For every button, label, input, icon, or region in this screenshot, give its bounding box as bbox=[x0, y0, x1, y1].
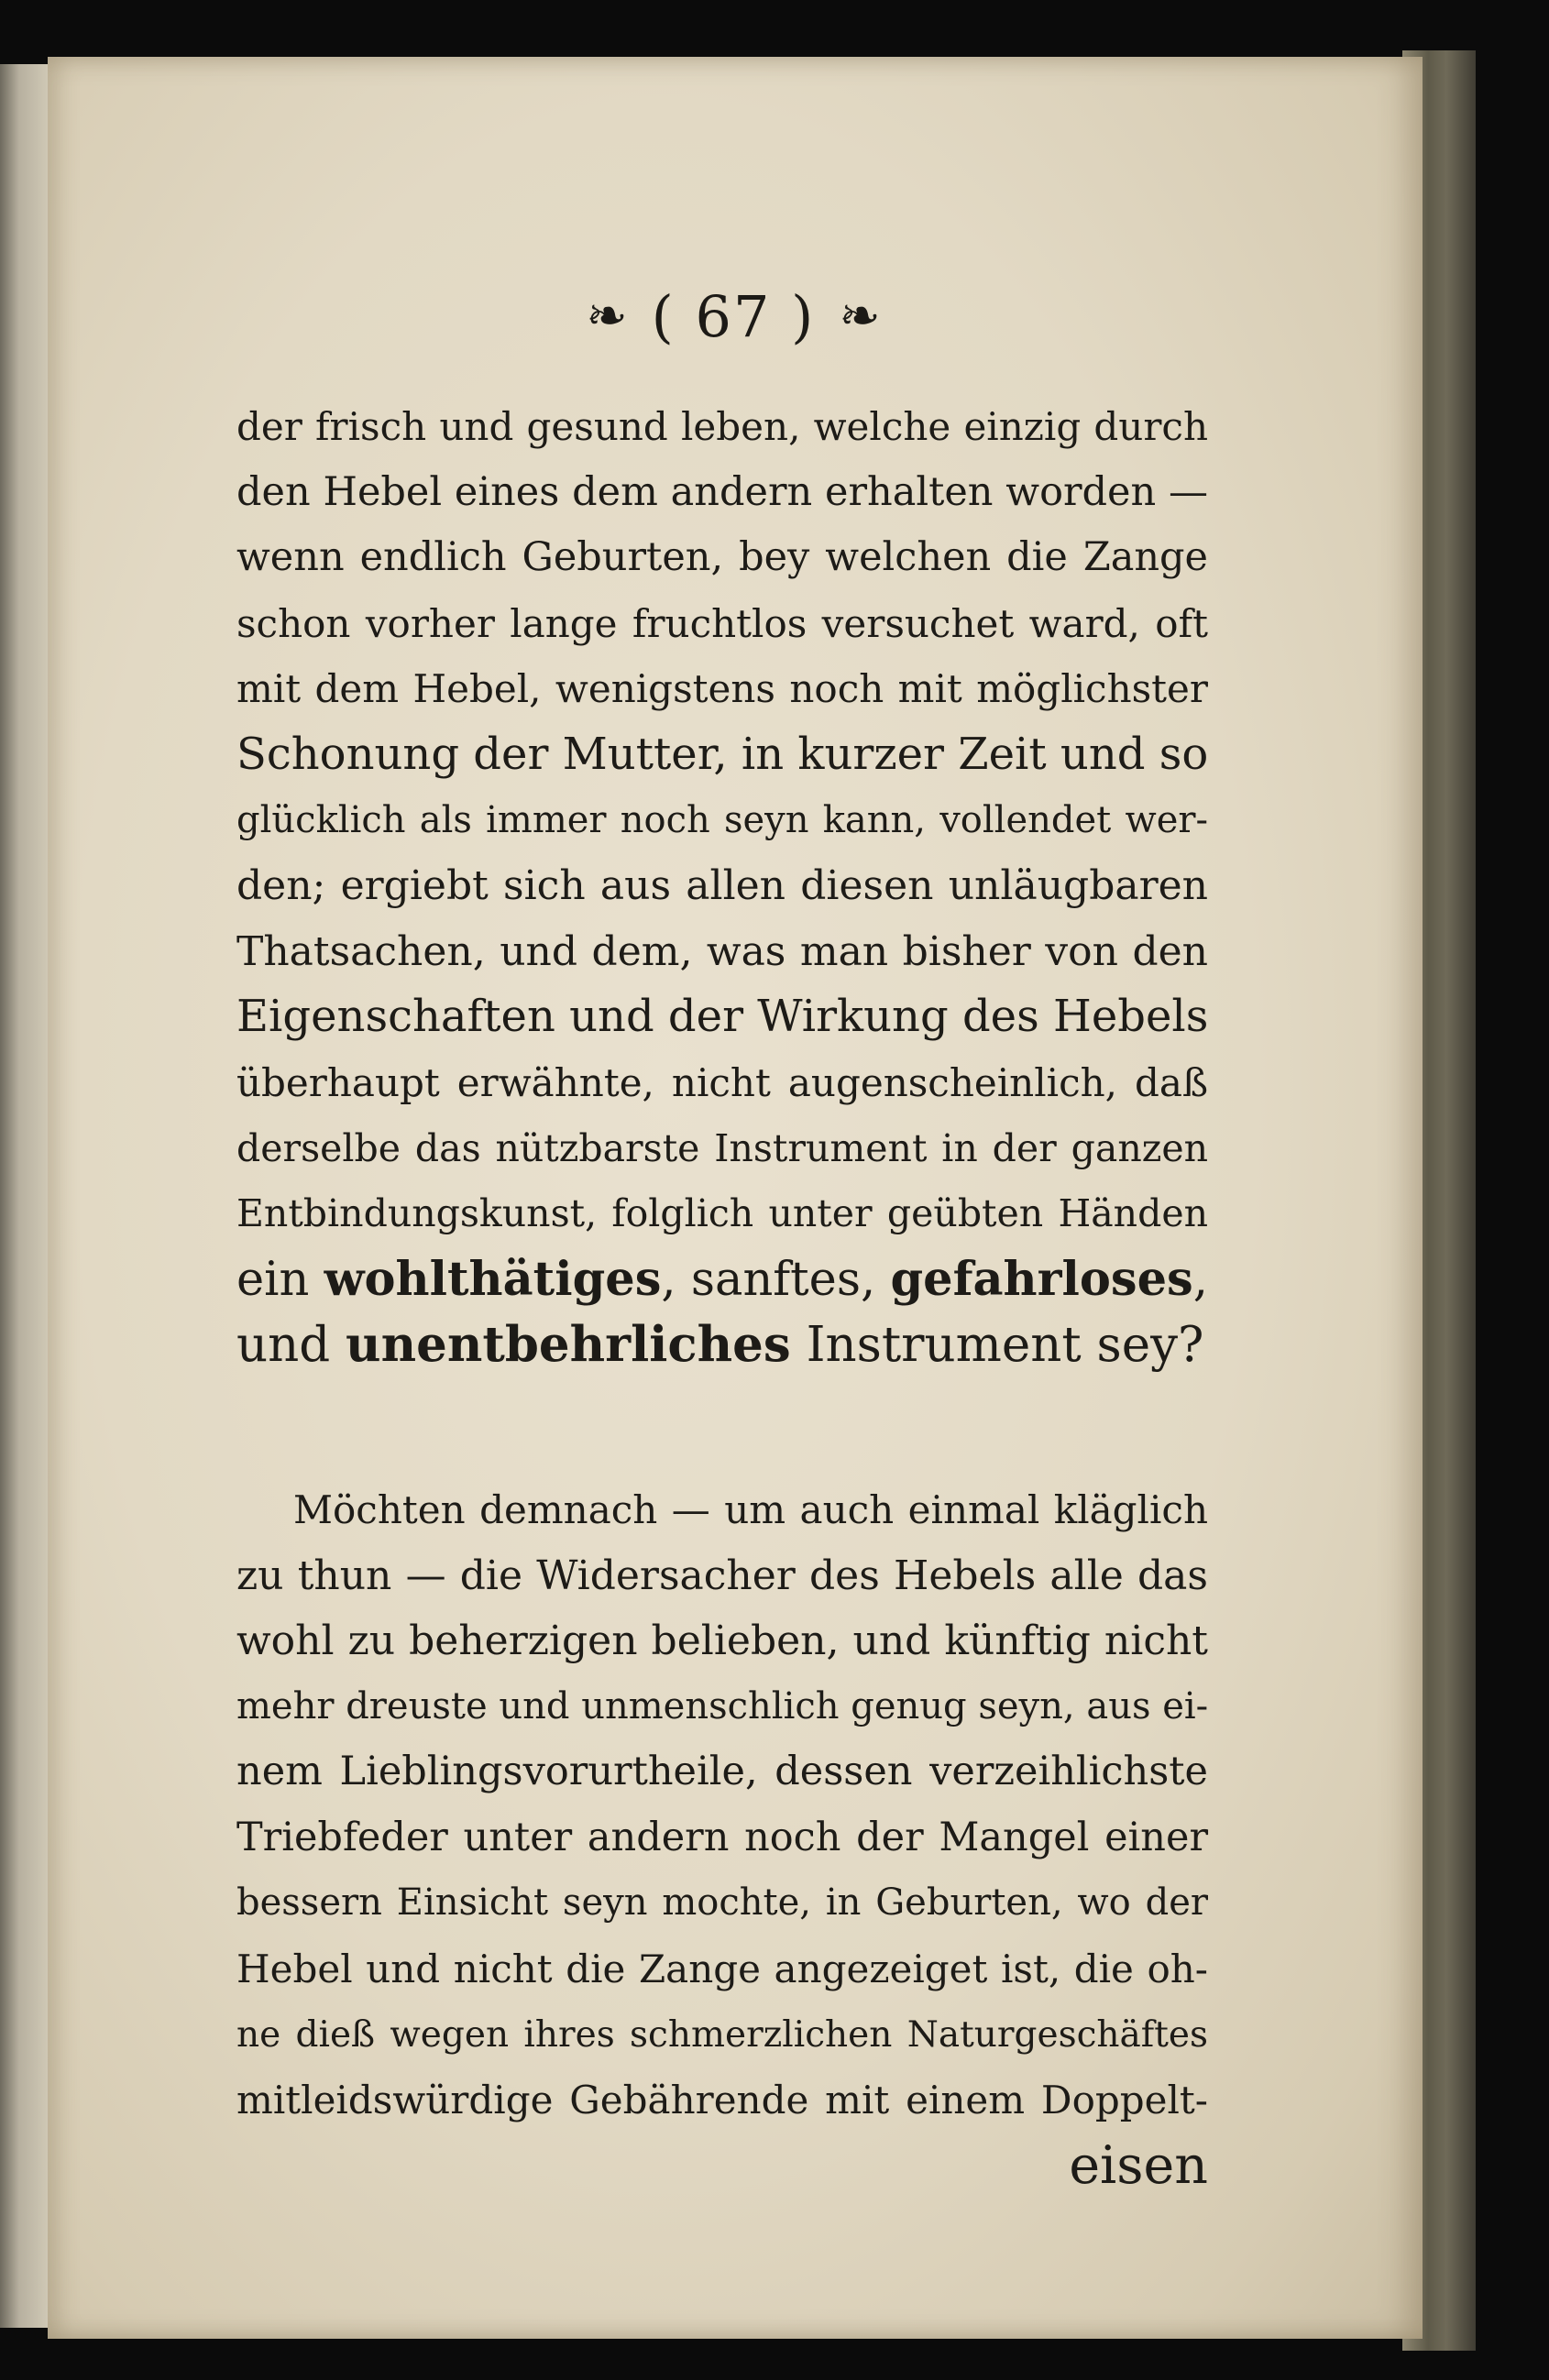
text-fragment: und bbox=[236, 1317, 346, 1374]
text-line-emphasis bbox=[236, 1312, 1208, 1378]
catchword: eisen bbox=[1069, 2134, 1208, 2196]
text-line: Möchten demnach — um auch einmal kläglich bbox=[293, 1486, 1208, 1532]
paragraph-gap bbox=[236, 1378, 1208, 1477]
text-line: mehr dreuste und unmenschlich genug seyn, aus ei- bbox=[236, 1684, 1209, 1727]
paragraph-1 bbox=[236, 394, 1208, 1378]
text-line: nem Lieblingsvorurtheile, dessen verzeihlichste bbox=[236, 1749, 1208, 1795]
text-fragment: , bbox=[1192, 1252, 1208, 1307]
text-line: Triebfeder unter andern noch der Mangel einer bbox=[236, 1814, 1208, 1860]
emphasized-word: unentbehrliches bbox=[346, 1316, 791, 1374]
text-line: glücklich als immer noch seyn kann, vollendet wer- bbox=[236, 798, 1208, 841]
paragraph-2 bbox=[236, 1477, 1208, 2199]
emphasized-word: wohlthätiges bbox=[324, 1251, 662, 1307]
text-line: wohl zu beherzigen belieben, und künftig nicht bbox=[236, 1618, 1208, 1665]
text-line: mit dem Hebel, wenigstens noch mit möglichster bbox=[236, 666, 1208, 712]
text-line: derselbe das nützbarste Instrument in der ganzen bbox=[236, 1125, 1208, 1170]
emphasized-word: gefahrloses bbox=[890, 1251, 1193, 1307]
text-line: der frisch und gesund leben, welche einzig durch bbox=[236, 404, 1208, 449]
body-text bbox=[236, 394, 1208, 2199]
text-fragment: ein bbox=[236, 1252, 324, 1307]
fleuron-right-icon: ❧ bbox=[839, 287, 881, 345]
page-number: ( 67 ) bbox=[651, 282, 816, 350]
fleuron-left-icon: ❧ bbox=[586, 287, 628, 345]
text-line: ne dieß wegen ihres schmerzlichen Naturgeschäftes bbox=[236, 2013, 1208, 2056]
text-line: schon vorher lange fruchtlos versuchet ward, oft bbox=[236, 600, 1208, 646]
text-fragment: Instrument sey? bbox=[790, 1317, 1204, 1374]
text-fragment: , sanftes, bbox=[661, 1252, 891, 1307]
text-line: Schonung der Mutter, in kurzer Zeit und so bbox=[236, 728, 1209, 780]
text-line: Entbindungskunst, folglich unter geübten Händen bbox=[236, 1191, 1208, 1236]
text-line: den Hebel eines dem andern erhalten worden — bbox=[236, 468, 1208, 515]
text-line: Eigenschaften und der Wirkung des Hebels bbox=[236, 991, 1209, 1043]
text-line: zu thun — die Widersacher des Hebels alle das bbox=[236, 1552, 1208, 1599]
text-line: bessern Einsicht seyn mochte, in Geburten, wo der bbox=[236, 1881, 1208, 1925]
text-line: Thatsachen, und dem, was man bisher von den bbox=[236, 927, 1208, 975]
text-line-emphasis bbox=[236, 1247, 1208, 1313]
text-line: überhaupt erwähnte, nicht augenscheinlich, daß bbox=[236, 1059, 1208, 1105]
text-line: Hebel und nicht die Zange angezeiget ist, die oh- bbox=[236, 1947, 1208, 1992]
text-line: mitleidswürdige Gebährende mit einem Doppelt- bbox=[236, 2078, 1208, 2123]
page-header bbox=[513, 280, 953, 353]
text-line: den; ergiebt sich aus allen diesen unläugbaren bbox=[236, 862, 1208, 910]
previous-page-edge bbox=[0, 64, 49, 2328]
text-line: wenn endlich Geburten, bey welchen die Zange bbox=[236, 534, 1208, 581]
